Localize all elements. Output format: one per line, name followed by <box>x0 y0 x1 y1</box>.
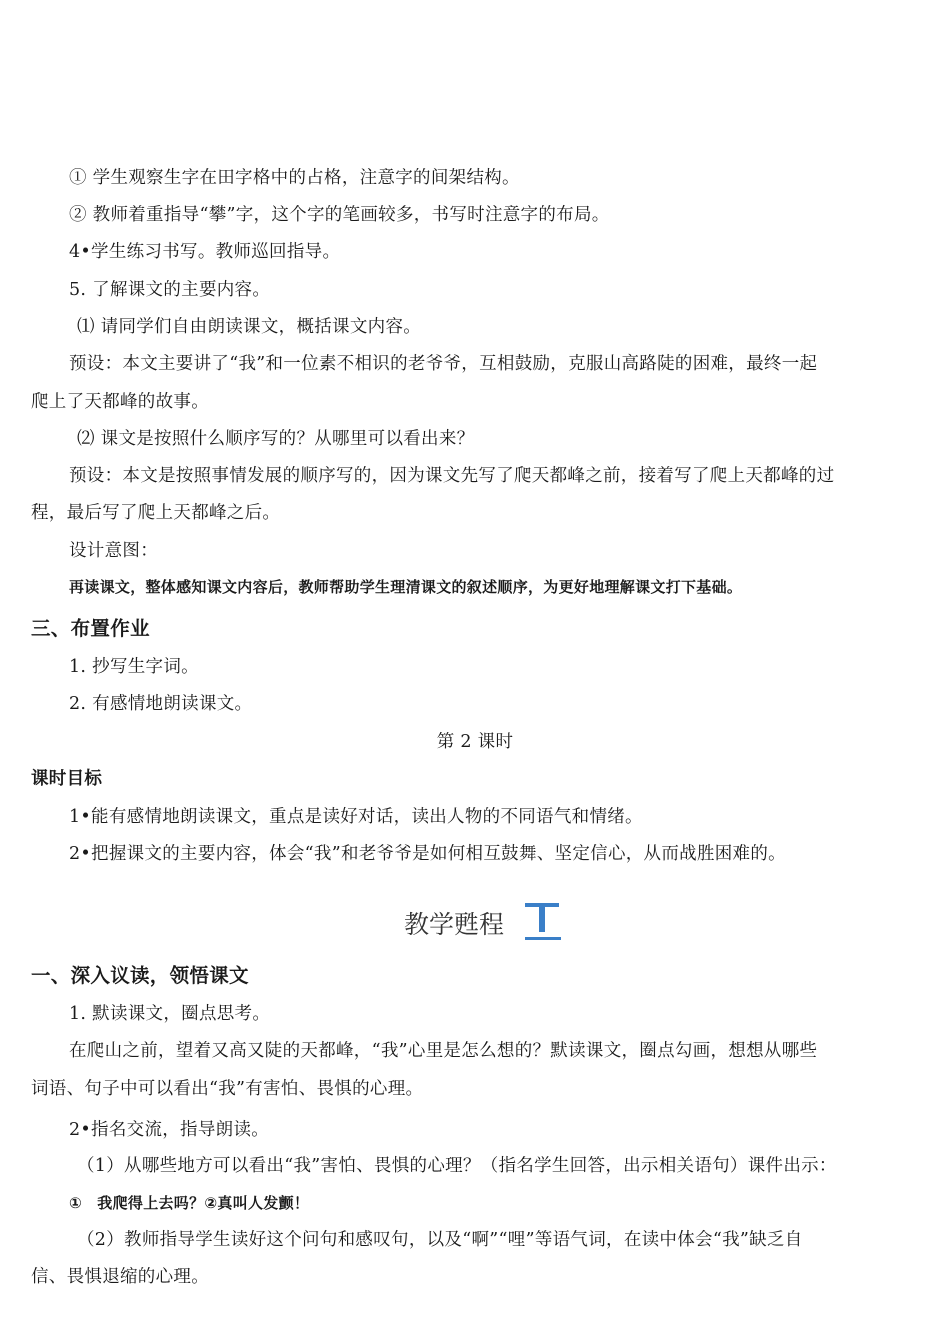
banner-title: 教学甦程 <box>404 910 505 939</box>
step-4: 4•学生练习书写。教师巡回指导。 <box>69 242 341 262</box>
section-discuss-heading: 一、深入议读，领悟课文 <box>31 964 249 987</box>
lesson-goals-heading: 课时目标 <box>31 769 103 789</box>
homework-1: 1. 抄写生字词。 <box>69 657 199 677</box>
goal-2: 2•把握课文的主要内容，体会“我”和老爷爷是如何相互鼓舞、坚定信心，从而战胜困难的。 <box>69 844 786 864</box>
courseware-sentences: ① 我爬得上去吗？②真叫人发颤！ <box>69 1194 310 1212</box>
preset-1-line-1: 预设：本文主要讲了“我”和一位素不相识的老爷爷，互相鼓励，克服山高路陡的困难，最终一起 <box>69 354 818 374</box>
preset-1-line-2: 爬上了天都峰的故事。 <box>31 392 209 412</box>
banner-decoration-icon <box>525 903 561 941</box>
design-intent-label: 设计意图： <box>69 541 158 561</box>
step-exchange: 2•指名交流，指导朗读。 <box>69 1120 270 1140</box>
sub-question-2-line-2: 信、畏惧退缩的心理。 <box>31 1267 209 1287</box>
step-guide-pan: ② 教师着重指导“攀”字，这个字的笔画较多，书写时注意字的布局。 <box>69 205 610 225</box>
prompt-line-1: 在爬山之前，望着又高又陡的天都峰，“我”心里是怎么想的？默读课文，圈点勾画，想想从哪些 <box>69 1041 818 1061</box>
sub-question-1: （1）从哪些地方可以看出“我”害怕、畏惧的心理？（指名学生回答，出示相关语句）课件出示： <box>77 1156 837 1176</box>
section-homework-heading: 三、布置作业 <box>31 617 150 640</box>
homework-2: 2. 有感情地朗读课文。 <box>69 694 253 714</box>
step-observe: ① 学生观察生字在田字格中的占格，注意字的间架结构。 <box>69 168 520 188</box>
question-2: ⑵ 课文是按照什么顺序写的？从哪里可以看出来？ <box>77 429 475 449</box>
goal-1: 1•能有感情地朗读课文，重点是读好对话，读出人物的不同语气和情绪。 <box>69 807 643 827</box>
design-intent-text: 再读课文，整体感知课文内容后，教师帮助学生理清课文的叙述顺序，为更好地理解课文打下基础。 <box>69 578 743 596</box>
step-silent-read: 1. 默读课文，圈点思考。 <box>69 1004 271 1024</box>
lesson-2-title: 第 2 课时 <box>436 732 514 752</box>
prompt-line-2: 词语、句子中可以看出“我”有害怕、畏惧的心理。 <box>31 1079 424 1099</box>
question-1: ⑴ 请同学们自由朗读课文，概括课文内容。 <box>77 317 422 337</box>
step-5: 5. 了解课文的主要内容。 <box>69 280 271 300</box>
teaching-process-banner <box>0 893 950 953</box>
preset-2-line-1: 预设：本文是按照事情发展的顺序写的，因为课文先写了爬天都峰之前，接着写了爬上天都峰的过 <box>69 466 835 486</box>
preset-2-line-2: 程，最后写了爬上天都峰之后。 <box>31 503 281 523</box>
sub-question-2-line-1: （2）教师指导学生读好这个问句和感叹句，以及“啊”“哩”等语气词，在读中体会“我”缺乏自 <box>77 1230 803 1250</box>
